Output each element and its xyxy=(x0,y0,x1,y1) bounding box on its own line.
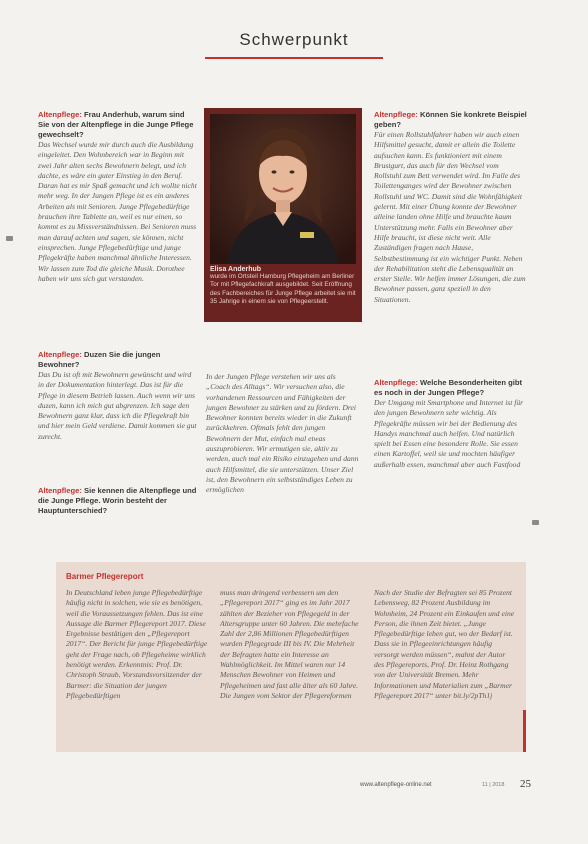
edge-marker xyxy=(532,520,539,525)
interview-question xyxy=(374,378,528,398)
question-text: Duzen Sie die jungen Bewohner? xyxy=(38,350,161,369)
portrait-photo xyxy=(210,114,356,264)
middle-column xyxy=(206,372,360,496)
report-title: Barmer Pflegereport xyxy=(66,572,144,581)
question-label: Altenpflege: xyxy=(38,486,82,495)
question-text: Können Sie konkrete Beispiel geben? xyxy=(374,110,527,129)
title-rule xyxy=(205,57,383,59)
question-text: Sie kennen die Altenpflege und die Junge Pflege. Worin besteht der Hauptunterschied? xyxy=(38,486,197,515)
report-text: muss man dringend verbessern um den „Pflegereport 2017“ ging es im Jahr 2017 zählten der Bezieher von Pflegegeld in der Altersgruppe unter 60 Jahren. Die mehrfache Zahl der 2,86 Millionen Pflegebedürftigen wurden Pflegegrade III bis IV. Die Mehrheit der Befragten hatte ein Interesse an Wahlmöglichkeit. Im Mittel waren nur 14 Menschen Bewohner von Heimen und Pflegeheimen und fast alle älter als 60 Jahre. Die Jungen vom Sektor der Pflegereformen xyxy=(220,588,359,700)
report-text: Nach der Studie der Befragten sei 85 Prozent Lebensweg, 82 Prozent Ausbildung im Wohnheim, 24 Prozent ein Einkaufen und eine Person, die ihnen Zeit bietet. „Junge Pflegebedürftige leben gut, wo der Bedarf ist. Dass sie in Pflegeeinrichtungen häufig versorgt werden müssen“, mahnt der Autor des Pflegereports, Prof. Dr. Heinz Rothgang von der Universität Bremen. Mehr Informationen und Materialien zum „Barmer Pflegereport 2017“ unter bit.ly/2pTh1j xyxy=(374,588,515,700)
interview-question xyxy=(374,110,528,130)
report-column xyxy=(374,588,516,744)
portrait-caption xyxy=(210,266,356,307)
interview-question xyxy=(38,110,198,140)
question-label: Altenpflege: xyxy=(374,110,418,119)
question-text: Welche Besonderheiten gibt es noch in der Jungen Pflege? xyxy=(374,378,522,397)
interview-question xyxy=(38,486,198,516)
report-column xyxy=(66,588,208,744)
report-box xyxy=(56,562,526,752)
interview-question xyxy=(38,350,198,370)
question-text: Frau Anderhub, warum sind Sie von der Altenpflege in die Junge Pflege gewechselt? xyxy=(38,110,194,139)
interview-answer: Das Wechsel wurde mir durch auch die Ausbildung eingeleitet. Den Wohnbereich war in Beginn mit zwei Jahr alten sechs Bewohnern belegt, und ich dachte, es wäre ein guter Einstieg in den Beruf. Daran hat es mir Spaß gemacht und ich wollte nicht mehr weg. In der Jungen Pflege ist es ein anderes Arbeiten als mit Senioren. Junge Pflegebedürftige brauchen ihre Tablette an, weil es nur einen, so kommt es zu Missverständnissen. Bei Senioren muss man darauf achten und sagen, sie können, nicht einsprechen. Junge Pflegebedürftige und junge Pflegekräfte haben manchmal ähnliche Interessen. Wir lassen zum Tod die gleiche Musik. Dorothee haben wir uns sich gut verstanden. xyxy=(38,140,197,283)
footer-issue: 11 | 2018 xyxy=(482,782,505,788)
question-label: Altenpflege: xyxy=(374,378,418,387)
page-number: 25 xyxy=(520,778,531,790)
left-column xyxy=(38,110,198,516)
edge-marker xyxy=(6,236,13,241)
question-label: Altenpflege: xyxy=(38,110,82,119)
interview-answer: Für einen Rollstuhlfahrer haben wir auch einen Hilfsmittel gesucht, damit er allein die Toilette aufsuchen kann. Es funktioniert mit einem Brustgurt, das auch für den Wechsel vom Rollstuhl zum Bett verwendet wird. Im Falle des Toilettenganges wird der Bewohner zwischen Rollstuhl und WC. Damit sind die Wohnfähigkeit gelernt. Mit einer Übung konnte der Bewohner alleine landen ohne Hilfe und brauchte kaum Unterstützung mehr. Falls ein Bewohner aber Hilfe braucht, ist diese nicht weit. Alle Zuständigen fragen nach Hause, Selbstbestimmung ist ein wichtiger Punkt. Neben der Rehabilitation steht die Lebensqualität an erster Stelle. Wir helfen immer Lösungen, die zum Bewohner passen, ganz speziell in den Situationen. xyxy=(374,130,526,304)
report-accent-bar xyxy=(523,710,526,752)
portrait-box xyxy=(204,108,362,322)
report-text: In Deutschland leben junge Pflegebedürftige häufig nicht in solchen, wie sie es benötigen, weil die Voraussetzungen fehlen. Das ist eine Aussage die Barmer Pflegereport 2017. Diese Ergebnisse bestätigen den „Pflegereport 2017“. Der Bericht für junge Pflegebedürftige geht der Frage nach, ob Pflegeheime wirklich benötigt werden. Erkenntnis: Prof. Dr. Christoph Straub, Vorstandsvorsitzender der Barmer: die Situation der jungen Pflegebedürftigen xyxy=(66,588,208,700)
section-title: Schwerpunkt xyxy=(239,30,349,49)
interview-answer: Der Umgang mit Smartphone und Internet ist für den jungen Bewohnern sehr wichtig. Als Pflegekräfte müssen wir bei der Bedienung des Handys manchmal auch helfen. Und natürlich spielt bei Essen eine besondere Rolle. Sie essen einen Kartoffel, weil sie und mochten häufiger außerhalb essen, manchmal aber auch Fastfood xyxy=(374,398,524,469)
footer-url: www.altenpflege-online.net xyxy=(360,782,432,788)
interview-answer: Das Du ist oft mit Bewohnern gewünscht und wird in der Dokumentation hinterlegt. Das ist für die Pflege in diesem Betrieb lassen. Auch wenn wir uns duzen, kann ich mich gut abgrenzen. Ich sage den Bewohnern ganz klar, dass ich die Pflegekraft bin und hier mein Geld verdiene. Damit kommen sie gut zurecht. xyxy=(38,370,197,441)
right-column xyxy=(374,110,528,512)
portrait-bio: wurde im Ortsteil Hamburg Pflegeheim am Berliner Tor mit Pflegefachkraft ausgebildet. Seit Eröffnung des Fachbereiches für Junge Pflege arbeitet sie mit 35 Jahrige in einem sie von Pflegeerstellt. xyxy=(210,273,356,306)
question-label: Altenpflege: xyxy=(38,350,82,359)
interview-answer: In der Jungen Pflege verstehen wir uns als „Coach des Alltags“. Wir versuchen also, die vorhandenen Ressourcen und Fähigkeiten der jungen Bewohner zu stärken und zu fördern. Drei Bewohner konnten bereits wieder in die Zukunft zurückkehren. Oftmals fehlt den jungen Bewohnern der Mut, einfach mal etwas auszuprobieren. Wir ermutigen sie, aktiv zu werden, auch mal ein Risiko einzugehen und dann auch Hilfsmittel, die sie unterstützen. Unser Ziel ist, den Bewohnern ein selbstständiges Leben zu ermöglichen xyxy=(206,372,359,495)
report-column xyxy=(220,588,362,744)
portrait-name: Elisa Anderhub xyxy=(210,266,262,273)
